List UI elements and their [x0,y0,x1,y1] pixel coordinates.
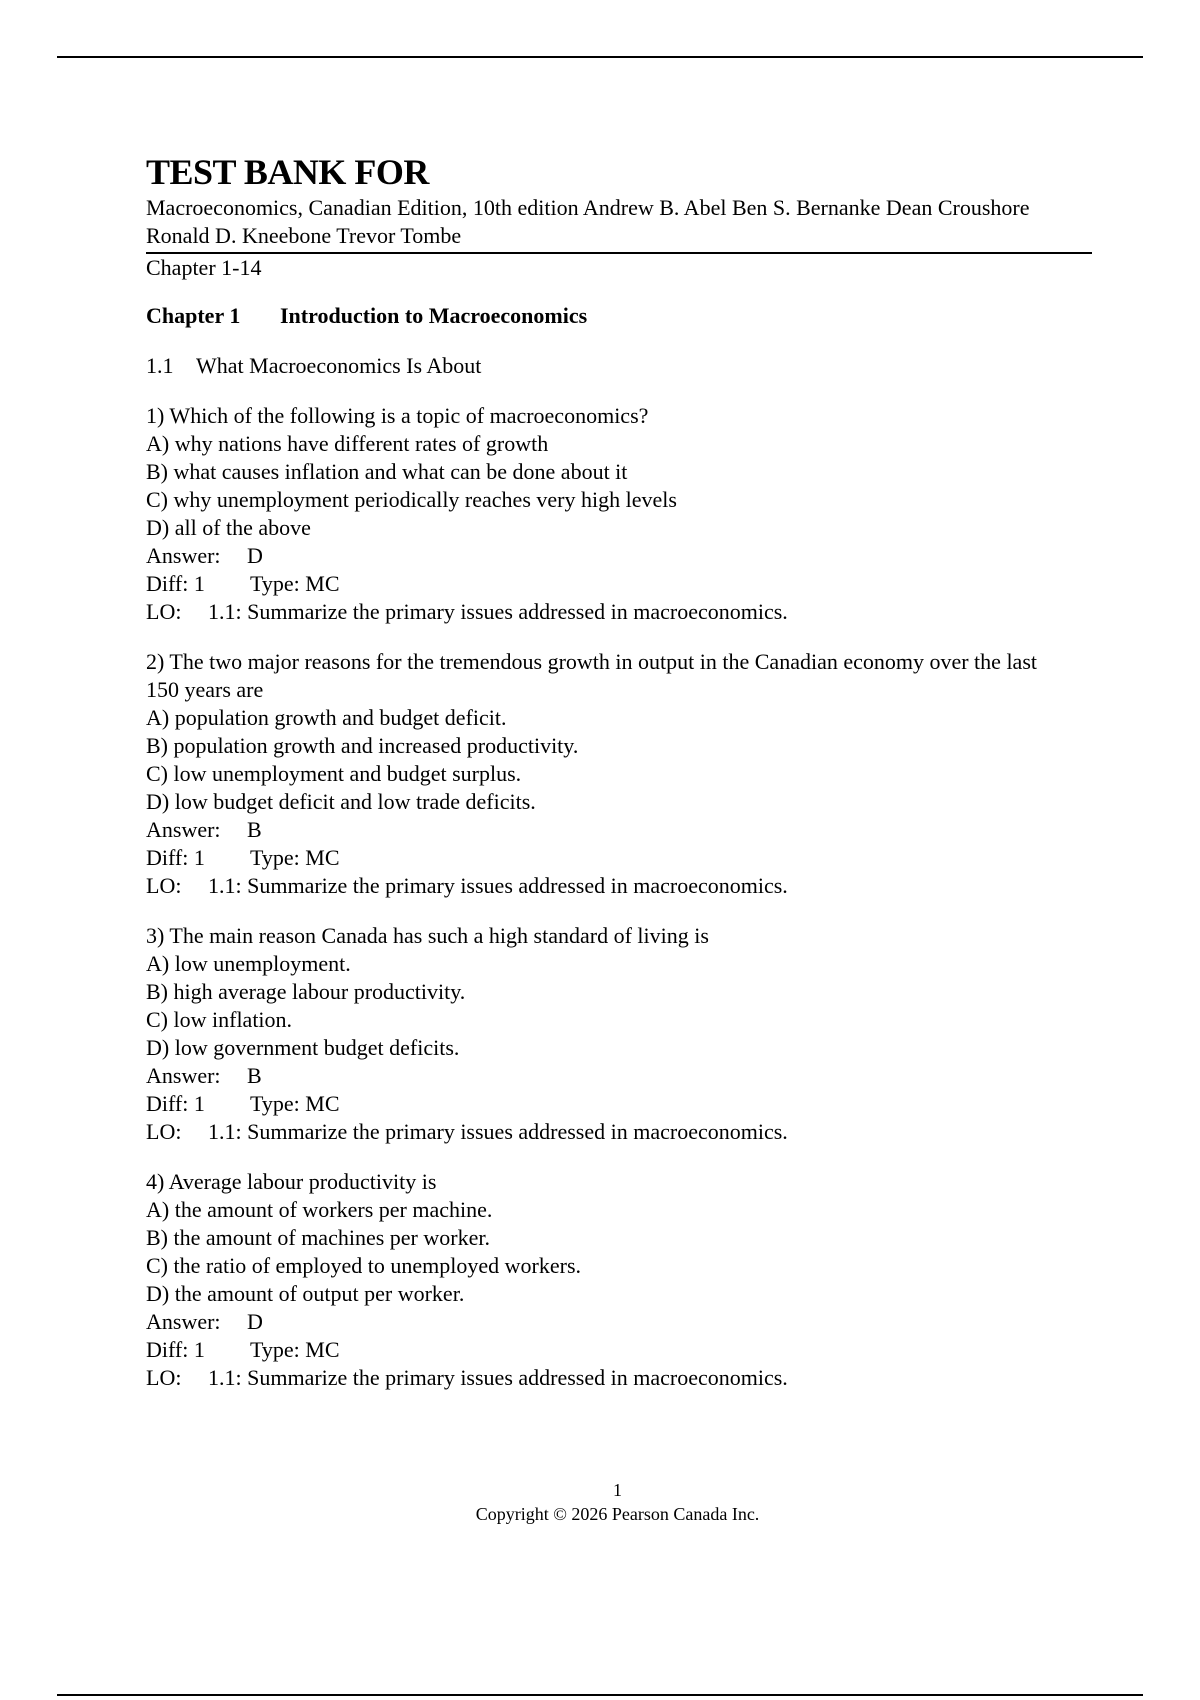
diff-field [146,1090,250,1118]
section-title: What Macroeconomics Is About [196,353,482,378]
document-title: TEST BANK FOR [146,152,429,192]
diff-type-line [146,1090,1092,1118]
type-value: MC [305,571,340,596]
option-b: B) population growth and increased productivity. [146,733,579,758]
bottom-divider [57,1694,1143,1696]
lo-label: LO: [146,599,182,624]
question-stem: 3) The main reason Canada has such a high standard of living is [146,923,709,948]
section-number: 1.1 [146,353,174,378]
question-stem: 4) Average labour productivity is [146,1169,437,1194]
lo-value: 1.1: Summarize the primary issues addressed in macroeconomics. [208,1119,788,1144]
diff-field [146,844,250,872]
diff-type-line [146,1336,1092,1364]
answer-label: Answer: [146,543,221,568]
answer-value: D [247,543,263,568]
page-number: 1 [613,1480,622,1500]
option-a: A) population growth and budget deficit. [146,705,507,730]
diff-value: 1 [193,845,205,870]
answer-line [146,1308,1092,1336]
question-stem: 1) Which of the following is a topic of macroeconomics? [146,403,649,428]
question-stem: 2) The two major reasons for the tremendous growth in output in the Canadian economy over the last [146,649,1037,674]
page-content [146,152,1092,1392]
option-d: D) low budget deficit and low trade deficits. [146,789,536,814]
diff-value: 1 [193,1337,205,1362]
lo-line [146,1364,1092,1392]
option-a: A) why nations have different rates of growth [146,431,549,456]
lo-value: 1.1: Summarize the primary issues addressed in macroeconomics. [208,873,788,898]
option-d: D) low government budget deficits. [146,1035,460,1060]
answer-value: B [247,817,262,842]
type-label: Type: [250,1091,300,1116]
option-d: D) the amount of output per worker. [146,1281,465,1306]
type-value: MC [305,1337,340,1362]
lo-line [146,598,1092,626]
type-label: Type: [250,1337,300,1362]
type-label: Type: [250,571,300,596]
diff-label: Diff: [146,1337,189,1362]
chapter-heading [146,302,1092,330]
answer-value: D [247,1309,263,1334]
option-a: A) the amount of workers per machine. [146,1197,493,1222]
chapter-title: Introduction to Macroeconomics [280,303,588,328]
top-divider [57,56,1143,58]
lo-line [146,872,1092,900]
lo-label: LO: [146,1119,182,1144]
lo-value: 1.1: Summarize the primary issues addressed in macroeconomics. [208,1365,788,1390]
chapter-number: Chapter 1 [146,303,241,328]
lo-label: LO: [146,873,182,898]
answer-value: B [247,1063,262,1088]
question-3 [146,922,1092,1146]
question-2 [146,648,1092,900]
diff-label: Diff: [146,845,189,870]
diff-type-line [146,570,1092,598]
book-info-line-2: Ronald D. Kneebone Trevor Tombe [146,223,462,248]
section-heading [146,352,1092,380]
diff-type-line [146,844,1092,872]
lo-line [146,1118,1092,1146]
diff-field [146,570,250,598]
copyright-notice: Copyright © 2026 Pearson Canada Inc. [475,1504,760,1524]
type-value: MC [305,845,340,870]
answer-label: Answer: [146,1063,221,1088]
book-info-line-1: Macroeconomics, Canadian Edition, 10th edition Andrew B. Abel Ben S. Bernanke Dean Croushore [146,195,1030,220]
diff-value: 1 [193,571,205,596]
option-b: B) the amount of machines per worker. [146,1225,490,1250]
question-4 [146,1168,1092,1392]
option-c: C) why unemployment periodically reaches very high levels [146,487,677,512]
option-d: D) all of the above [146,515,311,540]
answer-label: Answer: [146,1309,221,1334]
option-c: C) the ratio of employed to unemployed workers. [146,1253,582,1278]
diff-label: Diff: [146,571,189,596]
type-label: Type: [250,845,300,870]
lo-value: 1.1: Summarize the primary issues addressed in macroeconomics. [208,599,788,624]
question-stem-cont: 150 years are [146,677,264,702]
answer-line [146,816,1092,844]
option-a: A) low unemployment. [146,951,351,976]
type-value: MC [305,1091,340,1116]
lo-label: LO: [146,1365,182,1390]
chapter-range: Chapter 1-14 [146,255,262,280]
option-b: B) what causes inflation and what can be done about it [146,459,628,484]
answer-line [146,542,1092,570]
diff-value: 1 [193,1091,205,1116]
option-c: C) low unemployment and budget surplus. [146,761,522,786]
answer-line [146,1062,1092,1090]
option-b: B) high average labour productivity. [146,979,466,1004]
question-1 [146,402,1092,626]
option-c: C) low inflation. [146,1007,293,1032]
answer-label: Answer: [146,817,221,842]
diff-field [146,1336,250,1364]
diff-label: Diff: [146,1091,189,1116]
